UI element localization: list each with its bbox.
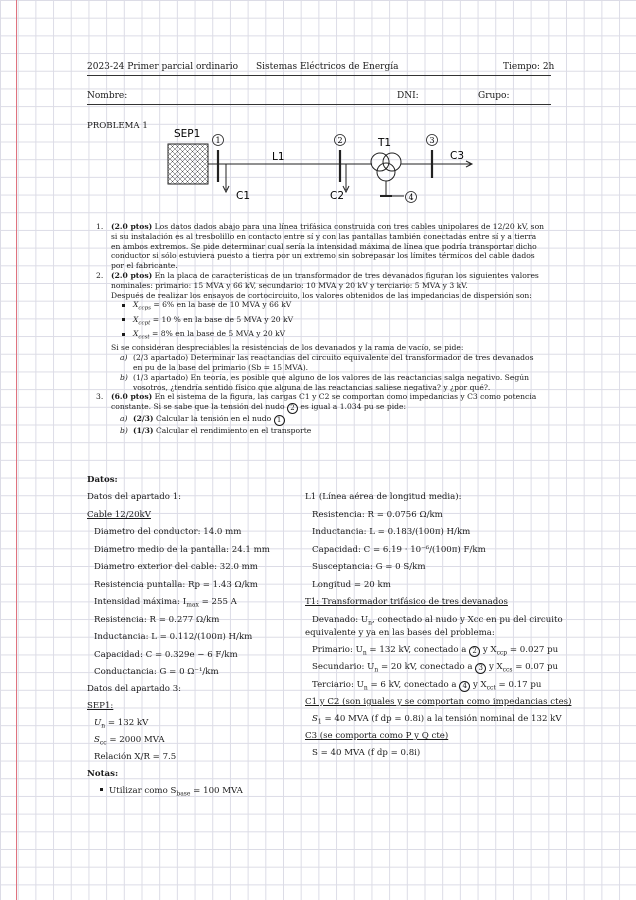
question-3: 3. (6.0 ptos) En el sistema de la figura, las cargas C1 y C2 se comportan como impedancias y C3 como potencia constante. Si se sabe que la tensión del nudo 2 es igual a 1.034 pu se pide: (96, 392, 537, 413)
group-label: Grupo: (478, 91, 510, 101)
cable-c: Capacidad: C = 0.329e − 6 F/km (94, 650, 238, 660)
sep1-label: SEP1 (174, 128, 201, 140)
question-1: 1. (2.0 ptos) Los datos dados abajo para una línea trifásica construida con tres cables unipolares de 12/20 kV, son si su instalación es al tresbolillo en contacto entre sí y con las pantallas también conectadas entre sí y a tierra en ambos extremos. Se pide determinar cual sería la intensidad máxima de línea que podría transportar dicho conductor si sólo estuviera puesto a tierra por un extremo sin sobrepasar los límites térmicos del cable dados por el fabricante. (96, 222, 545, 271)
bullet-xccps: $X_{ccps} = 6\%$ en la base de 10 MVA y 66 kV (111, 300, 551, 314)
line-l1-label: L1 (272, 151, 285, 163)
bullet-xccpt: $X_{ccpt} = 10$ % en la base de 5 MVA y 20 kV (111, 315, 551, 329)
data-apt1: Datos del apartado 1: (87, 492, 182, 502)
load-c1-label: C1 (236, 190, 251, 202)
node-1-label: 1 (215, 136, 221, 145)
q3-part-b: b) (1/3) Calcular el rendimiento en el transporte (120, 426, 312, 436)
sep1-xr: Relación X/R = 7.5 (94, 752, 177, 762)
time-label: Tiempo: 2h (503, 62, 555, 72)
cable-g: Conductancia: G = 0 Ω⁻¹/km (94, 667, 219, 677)
l1-r: Resistencia: R = 0.0756 Ω/km (312, 510, 443, 520)
load-c2-label: C2 (330, 190, 345, 202)
l1-c: Capacidad: C = 6.19 · 10⁻⁶/(100π) F/km (312, 545, 486, 555)
c3-s: S = 40 MVA (f dp = 0.8i) (312, 748, 421, 758)
l1-g: Susceptancia: G = 0 S/km (312, 562, 426, 572)
t1-primary: Primario: $U_n = 132$ kV, conectado a 2 y $X_{ccp} = 0.027$ pu (312, 645, 559, 657)
c1c2-s1: $S_1 = 40$ MVA (f dp = 0.8i) a la tensión nominal de 132 kV (312, 714, 562, 726)
sep1-title: SEP1: (87, 701, 114, 711)
t1-desc-1: Devanado: $U_n$, conectado al nudo y Xcc en pu del circuito (312, 615, 563, 627)
transformer-winding-1 (371, 153, 389, 171)
transformer-t1-label: T1 (378, 137, 392, 149)
c3-title: C3 (se comporta como P y Q cte) (305, 731, 449, 741)
dni-label: DNI: (397, 91, 419, 101)
note-1: Utilizar como $S_{base} = 100$ MVA (94, 786, 243, 798)
t1-tertiary: Terciario: $U_n = 6$ kV, conectado a 4 y $X_{cct} = 0.17$ pu (312, 680, 542, 692)
name-label: Nombre: (87, 91, 128, 101)
transformer-winding-3 (377, 163, 395, 181)
t1-desc-2: equivalente y ya en las bases del problema: (305, 628, 495, 638)
node-4-label: 4 (408, 193, 414, 202)
bullet-xccst: $X_{ccst} = 8\%$ en la base de 5 MVA y 20 kV (111, 329, 551, 343)
l1-l: Inductancia: L = 0.183/(100π) H/km (312, 527, 471, 537)
cable-l: Inductancia: L = 0.112/(100π) H/km (94, 632, 253, 642)
q2-part-b: b) (1/3 apartado) En teoría, es posible que alguno de los valores de las reactancias salga negativo. Según vosotros, ¿tendría sentido físico que alguna de las reactancias saliese negativa? y ¿por qué?. (120, 372, 529, 392)
cable-imax: Intensidad máxima: $I_{max} = 255$ A (94, 597, 237, 609)
l1-len: Longitud = 20 km (312, 580, 391, 590)
course-title: Sistemas Eléctricos de Energía (256, 62, 399, 72)
sep1-un: $U_n = 132$ kV (94, 718, 149, 730)
notes-title: Notas: (87, 769, 119, 779)
node-3-label: 3 (429, 136, 435, 145)
l1-title: L1 (Línea aérea de longitud media): (305, 492, 462, 502)
data-apt3: Datos del apartado 3: (87, 684, 182, 694)
c1c2-title: C1 y C2 (son iguales y se comportan como impedancias ctes) (305, 697, 572, 707)
q3-part-a: a) (2/3) Calcular la tensión en el nudo 1 (111, 414, 551, 426)
cable-d-pant: Diametro medio de la pantalla: 24.1 mm (94, 545, 270, 555)
cable-rp: Resistencia puntalla: Rp = 1.43 Ω/km (94, 580, 258, 590)
exam-title: 2023-24 Primer parcial ordinario (87, 62, 239, 72)
header-rule-bottom (87, 104, 551, 105)
notebook-margin-line (16, 0, 17, 900)
cable-d-ext: Diametro exterior del cable: 32.0 mm (94, 562, 258, 572)
single-line-diagram (160, 124, 480, 212)
cable-r: Resistencia: R = 0.277 Ω/km (94, 615, 220, 625)
transformer-winding-2 (383, 153, 401, 171)
question-list (87, 222, 551, 436)
t1-title: T1: Transformador trifásico de tres devanados (305, 597, 508, 607)
cable-d-cond: Diametro del conductor: 14.0 mm (94, 527, 242, 537)
cable-title: Cable 12/20kV (87, 510, 151, 520)
question-2: 2. (2.0 ptos) En la placa de características de un transformador de tres devanados figuran los siguientes valores nominales: primario: 15 MVA y 66 kV, secundario: 10 MVA y 20 kV y terciario: 5 MVA y 3 kV. Después de realizar los ensayos de cortocircuito, los valores obtenidos de las impedancias de dispersión son: (96, 270, 539, 300)
load-c3-label: C3 (450, 150, 465, 162)
q2-part-a: a) (2/3 apartado) Determinar las reactancias del circuito equivalente del transformador de tres devanados en pu de la base del primario (Sb = 15 MVA). (120, 353, 534, 372)
header-rule-top (87, 75, 551, 76)
sep1-scc: $S_{cc} = 2000$ MVA (94, 735, 165, 747)
sep1-source-block (168, 144, 208, 184)
t1-secondary: Secundario: $U_n = 20$ kV, conectado a 3 y $X_{ccs} = 0.07$ pu (312, 662, 559, 674)
q2-considerations: Si se consideran despreciables la resistencias de los devanados y la rama de vacío, se pide: (111, 343, 464, 353)
problem-title: PROBLEMA 1 (87, 121, 148, 131)
node-2-label: 2 (337, 136, 343, 145)
data-title: Datos: (87, 475, 118, 485)
